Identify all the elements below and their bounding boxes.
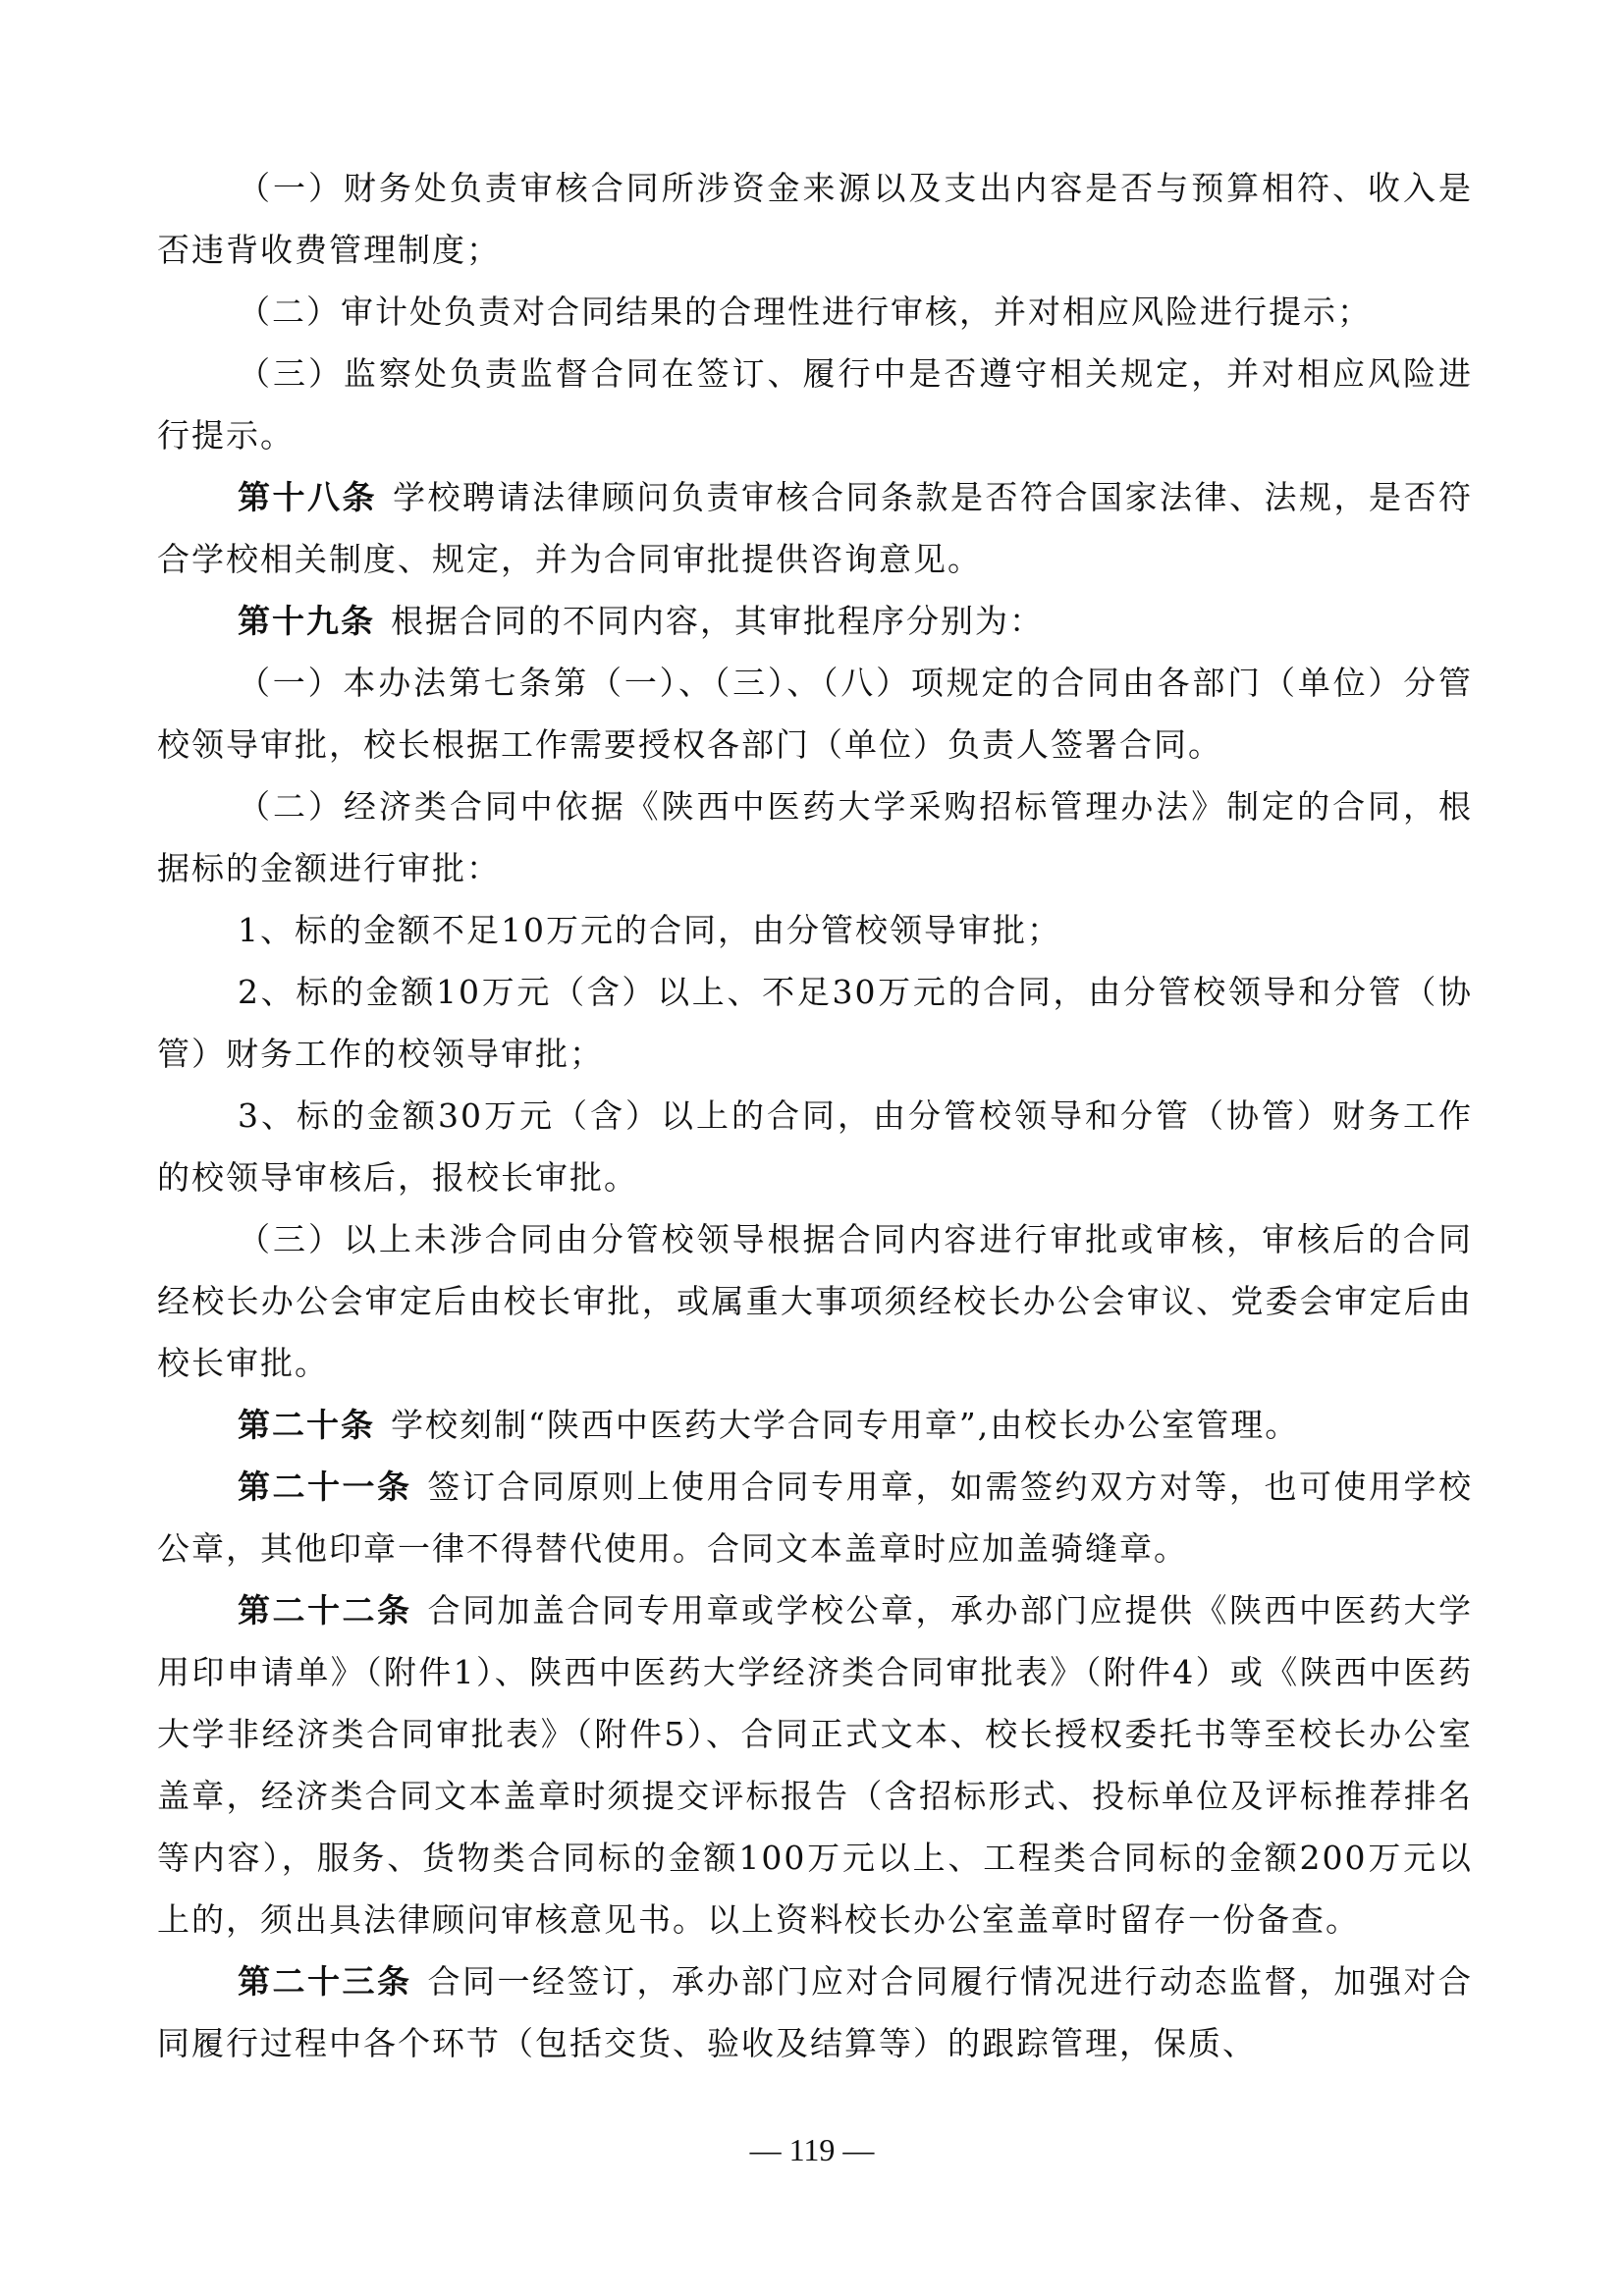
paragraph [157,652,1473,775]
paragraph [157,1579,1473,1950]
paragraph [157,899,1473,961]
paragraph [157,590,1473,652]
paragraph [157,343,1473,466]
article-heading: 第二十三条 [238,1962,412,2001]
paragraph-text: （二）审计处负责对合同结果的合理性进行审核，并对相应风险进行提示； [238,293,1372,331]
paragraph-text: 1、标的金额不足10万元的合同，由分管校领导审批； [238,911,1061,949]
paragraph [157,1950,1473,2074]
paragraph-text: 合同加盖合同专用章或学校公章，承办部门应提供《陕西中医药大学用印申请单》（附件1）、陕西中医药大学经济类合同审批表》（附件4）或《陕西中医药大学非经济类合同审批表》（附件5）、合同正式文本、校长授权委托书等至校长办公室盖章，经济类合同文本盖章时须提交评标报告（含招标形式、投标单位及评标推荐排名等内容），服务、货物类合同标的金额100万元以上、工程类合同标的金额200万元以上的，须出具法律顾问审核意见书。以上资料校长办公室盖章时留存一份备查。 [157,1591,1473,1939]
paragraph [157,1208,1473,1394]
paragraph [157,157,1473,281]
document-body [157,157,1473,2074]
paragraph-text: （三）监察处负责监督合同在签订、履行中是否遵守相关规定，并对相应风险进行提示。 [157,354,1473,454]
paragraph [157,1085,1473,1208]
paragraph [157,1394,1473,1456]
paragraph-text: 签订合同原则上使用合同专用章，如需签约双方对等，也可使用学校公章，其他印章一律不得替代使用。合同文本盖章时应加盖骑缝章。 [157,1468,1473,1568]
paragraph [157,281,1473,343]
paragraph-text: 3、标的金额30万元（含）以上的合同，由分管校领导和分管（协管）财务工作的校领导审核后，报校长审批。 [157,1096,1473,1197]
paragraph-text: 根据合同的不同内容，其审批程序分别为： [391,602,1044,640]
paragraph-text: 2、标的金额10万元（含）以上、不足30万元的合同，由分管校领导和分管（协管）财务工作的校领导审批； [157,973,1473,1073]
article-heading: 第十九条 [238,602,375,640]
paragraph-text: 学校刻制“陕西中医药大学合同专用章”,由校长办公室管理。 [391,1406,1300,1444]
paragraph-text: 学校聘请法律顾问负责审核合同条款是否符合国家法律、法规，是否符合学校相关制度、规定，并为合同审批提供咨询意见。 [157,478,1473,578]
article-heading: 第二十条 [238,1406,375,1444]
paragraph-text: （一）财务处负责审核合同所涉资金来源以及支出内容是否与预算相符、收入是否违背收费管理制度； [157,169,1473,269]
paragraph-text: 合同一经签订，承办部门应对合同履行情况进行动态监督，加强对合同履行过程中各个环节（包括交货、验收及结算等）的跟踪管理，保质、 [157,1962,1473,2062]
paragraph-text: （一）本办法第七条第（一）、（三）、（八）项规定的合同由各部门（单位）分管校领导审批，校长根据工作需要授权各部门（单位）负责人签署合同。 [157,664,1473,764]
paragraph-text: （二）经济类合同中依据《陕西中医药大学采购招标管理办法》制定的合同，根据标的金额进行审批： [157,787,1473,887]
article-heading: 第十八条 [238,478,377,516]
paragraph [157,466,1473,590]
paragraph-text: （三）以上未涉合同由分管校领导根据合同内容进行审批或审核，审核后的合同经校长办公会审定后由校长审批，或属重大事项须经校长办公会审议、党委会审定后由校长审批。 [157,1220,1473,1382]
paragraph [157,1456,1473,1579]
paragraph [157,961,1473,1085]
page-number: — 119 — [749,2132,875,2167]
paragraph [157,775,1473,899]
article-heading: 第二十一条 [238,1468,412,1506]
article-heading: 第二十二条 [238,1591,412,1629]
